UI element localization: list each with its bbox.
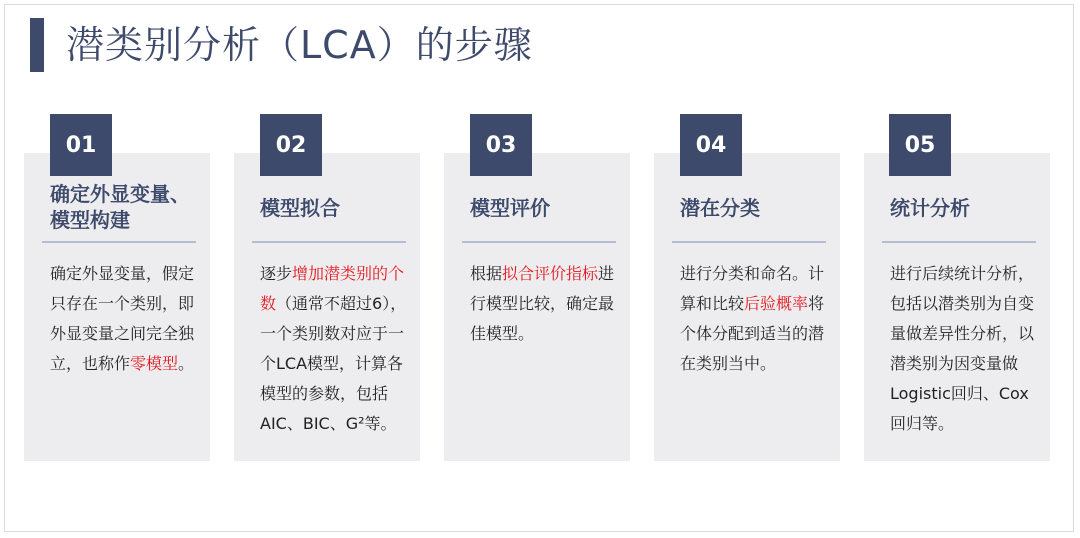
body-text: 根据 bbox=[470, 264, 503, 283]
body-text: 进行后续统计分析，包括以潜类别为自变量做差异性分析，以潜类别为因变量做Logistic回归、Cox回归等。 bbox=[890, 264, 1035, 433]
body-text: 进行分类和命名。计算和比较 bbox=[680, 264, 825, 313]
step-divider bbox=[882, 241, 1036, 243]
body-text: 进行模型比较，确定最佳模型。 bbox=[470, 264, 615, 343]
step-number-badge: 01 bbox=[50, 114, 112, 176]
step-card bbox=[864, 153, 1050, 461]
step-body bbox=[260, 259, 410, 439]
step-body bbox=[50, 259, 200, 379]
step-heading: 确定外显变量、模型构建 bbox=[50, 182, 190, 232]
highlight-text: 拟合评价指标 bbox=[502, 264, 599, 283]
step-divider bbox=[672, 241, 826, 243]
body-text: 逐步 bbox=[260, 264, 293, 283]
step-divider bbox=[42, 241, 196, 243]
step-heading: 潜在分类 bbox=[680, 196, 760, 220]
step-heading: 模型评价 bbox=[470, 196, 550, 220]
step-number-badge: 05 bbox=[889, 114, 951, 176]
step-body bbox=[680, 259, 830, 379]
highlight-text: 后验概率 bbox=[744, 294, 809, 313]
step-card bbox=[234, 153, 420, 461]
step-heading: 模型拟合 bbox=[260, 196, 340, 220]
step-body bbox=[470, 259, 620, 349]
step-divider bbox=[462, 241, 616, 243]
step-heading: 统计分析 bbox=[890, 196, 970, 220]
highlight-text: 零模型 bbox=[130, 354, 179, 373]
step-divider bbox=[252, 241, 406, 243]
body-text: 。 bbox=[178, 354, 195, 373]
title-accent-bar bbox=[30, 18, 44, 72]
body-text: 将个体分配到适当的潜在类别当中。 bbox=[680, 294, 825, 373]
body-text: 确定外显变量，假定只存在一个类别，即外显变量之间完全独立，也称作 bbox=[50, 264, 195, 373]
step-number-badge: 04 bbox=[680, 114, 742, 176]
highlight-text: 增加潜类别的个数 bbox=[260, 264, 405, 313]
step-card bbox=[24, 153, 210, 461]
step-body bbox=[890, 259, 1040, 439]
step-number-badge: 03 bbox=[470, 114, 532, 176]
page-title: 潜类别分析（LCA）的步骤 bbox=[66, 23, 533, 67]
body-text: （通常不超过6），一个类别数对应于一个LCA模型，计算各模型的参数，包括AIC、BIC、G²等。 bbox=[260, 294, 407, 433]
step-number-badge: 02 bbox=[260, 114, 322, 176]
step-card bbox=[444, 153, 630, 461]
step-card bbox=[654, 153, 840, 461]
